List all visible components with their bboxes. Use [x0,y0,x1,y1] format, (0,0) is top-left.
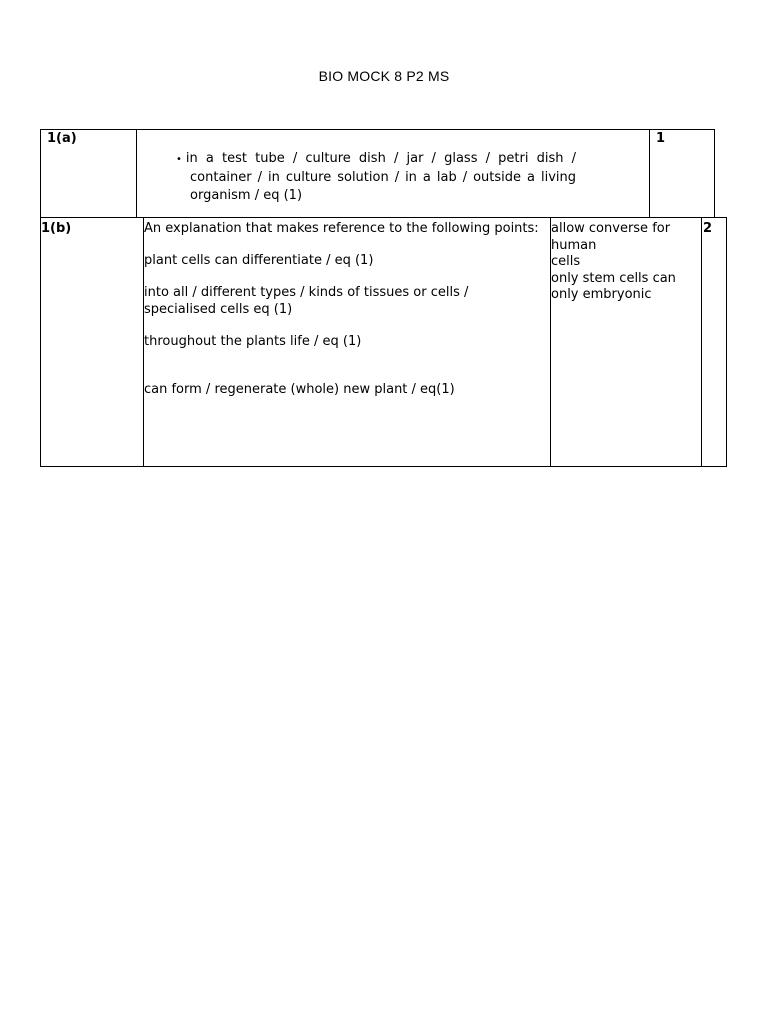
divider [136,129,137,218]
marks: 2 [703,221,713,236]
answer-point: throughout the plants life / eq (1) [144,333,362,349]
divider [649,129,650,218]
guidance-column [551,221,699,304]
question-number: 1(a) [47,131,77,146]
marks: 1 [656,131,666,146]
guidance-line: allow converse for [551,221,671,236]
answer-bullet: in a test tube / culture dish / jar / glass / petri dish / container / in culture solution / in a lab / outside a living organism / eq (1) [185,151,576,203]
question-number: 1(b) [41,221,72,236]
answer-point: into all / different types / kinds of tissues or cells / specialised cells eq (1) [144,285,469,317]
guidance-line: only embryonic [551,287,652,302]
divider [701,217,702,467]
bullet-icon: • [176,154,182,165]
guidance-line: only stem cells can [551,270,676,286]
answer-column [144,221,544,414]
guidance-line: cells [551,254,581,269]
guidance-line: human [551,237,597,253]
answer-point: can form / regenerate (whole) new plant / eq(1) [144,382,455,397]
answer-intro: An explanation that makes reference to the following points: [144,221,539,236]
answer-text [176,150,576,205]
page-title: BIO MOCK 8 P2 MS [318,68,450,84]
answer-point: plant cells can differentiate / eq (1) [144,253,374,268]
